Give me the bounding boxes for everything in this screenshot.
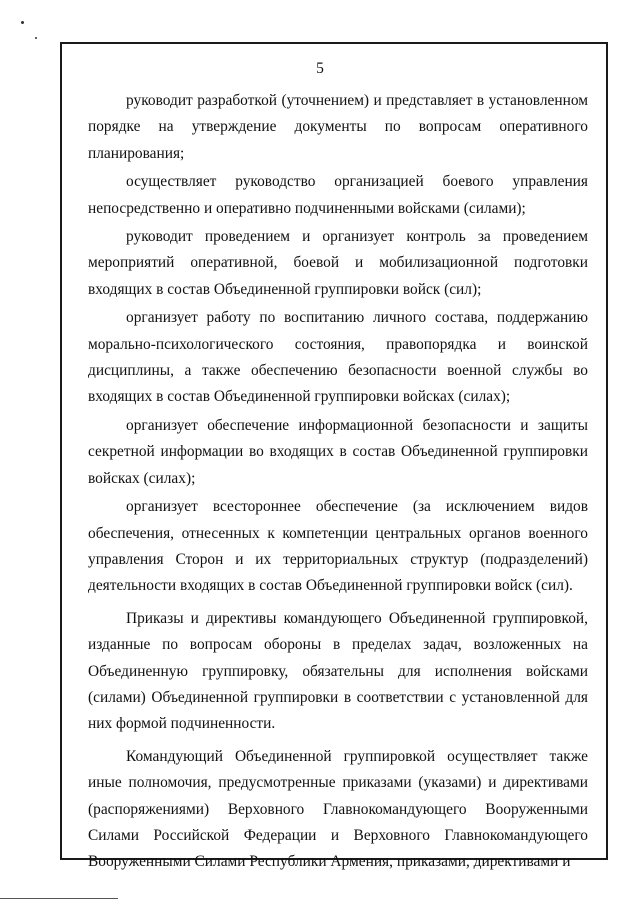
paragraph-personnel: организует работу по воспитанию личного состава, поддержанию морально-психологического состояния, правопорядка и воинской дисциплины, а также обеспечению безопасности военной службы во входящих в состав Объединенной группировки войсках (силах); bbox=[88, 309, 588, 406]
scan-speck bbox=[35, 37, 37, 39]
paragraph-commander-powers: Командующий Объединенной группировкой осуществляет также иные полномочия, предусмотренные приказами (указами) и директивами (распоряжениями) Верховного Главнокомандующего Вооруженными Силами Российской Федерации и Верховного Главнокомандующего Вооруженными Силами Республики Армения, приказами, директивами и bbox=[88, 747, 588, 871]
page-number: 5 bbox=[316, 60, 324, 77]
scan-edge-line bbox=[0, 898, 118, 899]
paragraph-orders: Приказы и директивы командующего Объединенной группировкой, изданные по вопросам обороны в пределах задач, возложенных на Объединенную группировку, обязательны для исполнения войсками (силами) Объединенной группировки в соответствии с установленной для них формой подчиненности. bbox=[88, 609, 588, 733]
paragraph-training: руководит проведением и организует контроль за проведением мероприятий оперативной, боевой и мобилизационной подготовки входящих в состав Объединенной группировки войск (сил); bbox=[88, 228, 588, 298]
document-body bbox=[88, 88, 588, 878]
paragraph-info-security: организует обеспечение информационной безопасности и защиты секретной информации во входящих в состав Объединенной группировки войсках (силах); bbox=[88, 416, 588, 487]
scan-speck bbox=[21, 21, 24, 24]
paragraph-support: организует всестороннее обеспечение (за исключением видов обеспечения, отнесенных к компетенции центральных органов военного управления Сторон и их территориальных структур (подразделений) деятельности входящих в состав Объединенной группировки войск (сил). bbox=[88, 498, 588, 595]
paragraph-combat-control: осуществляет руководство организацией боевого управления непосредственно и оперативно подчиненными войсками (силами); bbox=[88, 173, 588, 217]
paragraph-planning: руководит разработкой (уточнением) и представляет в установленном порядке на утверждение документы по вопросам оперативного планирования; bbox=[88, 92, 588, 162]
